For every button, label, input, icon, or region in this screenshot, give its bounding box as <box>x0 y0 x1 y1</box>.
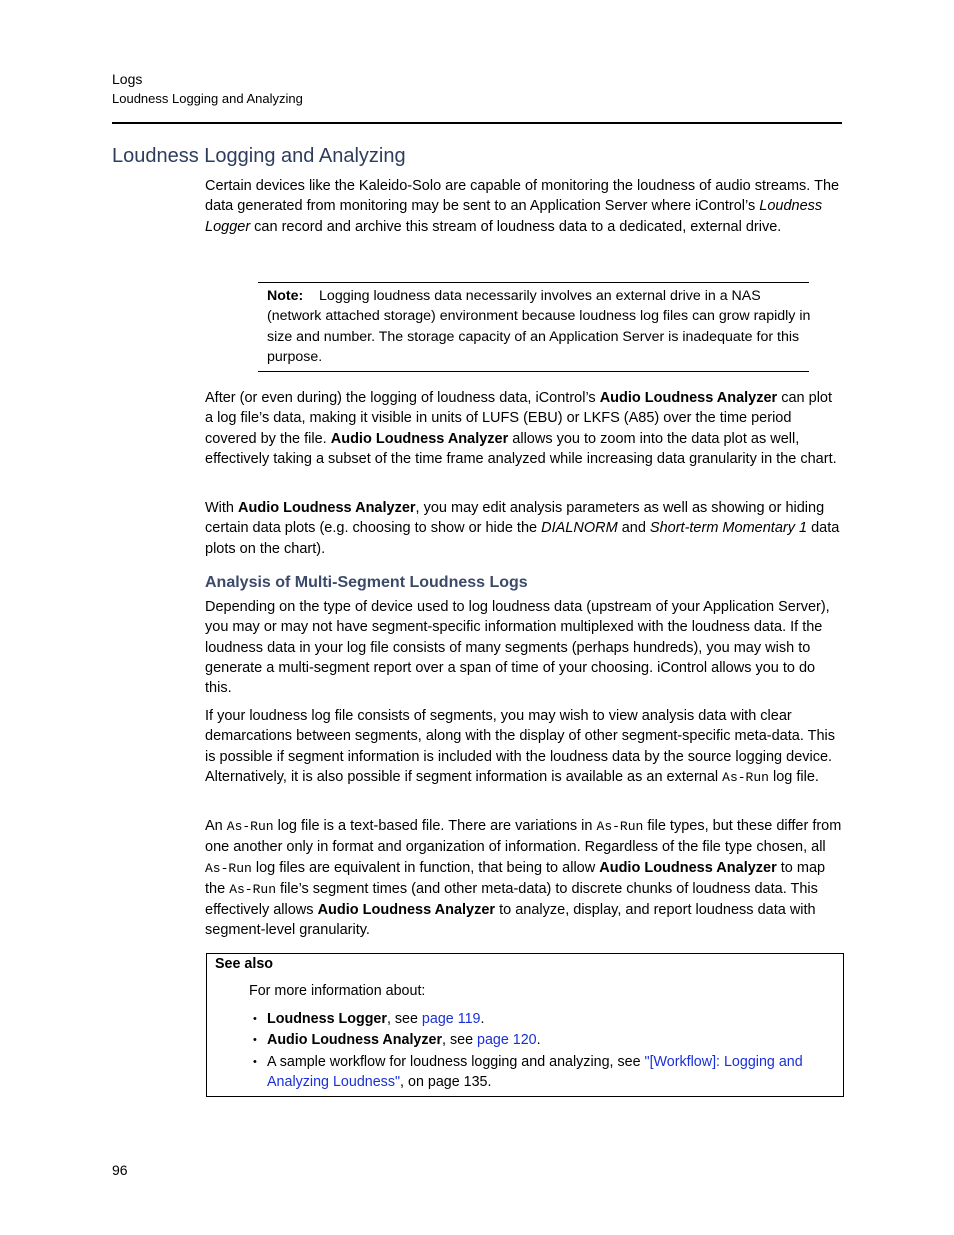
edit-parameters-paragraph: With Audio Loudness Analyzer, you may edit analysis parameters as well as showing or hiding certain data plots (e.g. choosing to show or hide the DIALNORM and Short-term Momentary 1 data plots on the chart). <box>205 500 840 557</box>
see-also-title: See also <box>215 956 274 972</box>
link-workflow-logging[interactable]: "[Workflow]: Logging and Analyzing Loudness" <box>267 1053 803 1090</box>
see-also-item: • Loudness Logger, see page 119. <box>249 1009 839 1029</box>
see-also-list <box>249 1009 839 1093</box>
intro-paragraph: Certain devices like the Kaleido-Solo are capable of monitoring the loudness of audio streams. The data generated from monitoring may be sent to an Application Server where iControl’s Loudness Logger can record and archive this stream of loudness data to a dedicated, external drive. <box>205 178 840 235</box>
see-also-item: • Audio Loudness Analyzer, see page 120. <box>249 1030 839 1050</box>
segments-paragraph: If your loudness log file consists of segments, you may wish to view analysis data with clear demarcations between segments, along with the display of other segment-specific meta-data. This is possible if segment information is included with the loudness data by the source logging device. Alternatively, it is also possible if segment information is available as an external As-Run log file. <box>205 708 836 785</box>
header-rule <box>112 122 842 124</box>
emphasis-loudness-logger: Loudness Logger <box>205 198 823 235</box>
note-box <box>258 282 809 372</box>
see-also-intro: For more information about: <box>249 983 426 999</box>
running-header-section: Loudness Logging and Analyzing <box>112 91 303 106</box>
page-number: 96 <box>112 1162 128 1178</box>
note-text: Logging loudness data necessarily involves an external drive in a NAS (network attached storage) environment because loudness log files can grow rapidly in size and number. The storage capacity of an Application Server is inadequate for this purpose. <box>267 288 811 365</box>
running-header-chapter: Logs <box>112 71 143 87</box>
analyzer-paragraph: After (or even during) the logging of loudness data, iControl’s Audio Loudness Analyzer can plot a log file’s data, making it visible in units of LUFS (EBU) or LKFS (A85) over the time period covered by the file. Audio Loudness Analyzer allows you to zoom into the data plot as well, effectively taking a subset of the time frame analyzed while increasing data granularity in the chart. <box>205 390 837 467</box>
see-also-box <box>206 953 844 1097</box>
link-page-120[interactable]: page 120 <box>477 1032 537 1049</box>
subsection-heading: Analysis of Multi-Segment Loudness Logs <box>205 574 528 591</box>
see-also-item: • A sample workflow for loudness logging and analyzing, see "[Workflow]: Logging and Analyzing Loudness", on page 135. <box>249 1052 839 1093</box>
as-run-paragraph: An As-Run log file is a text-based file. There are variations in As-Run file types, but these differ from one another only in format and organization of information. Regardless of the file type chosen, all As-Run log files are equivalent in function, that being to allow Audio Loudness Analyzer to map the As-Run file’s segment times (and other meta-data) to discrete chunks of loudness data. This effectively allows Audio Loudness Analyzer to analyze, display, and report loudness data with segment-level granularity. <box>205 818 842 939</box>
section-title: Loudness Logging and Analyzing <box>112 145 406 167</box>
link-page-119[interactable]: page 119 <box>421 1011 481 1027</box>
note-label: Note: <box>267 288 304 304</box>
multi-segment-paragraph: Depending on the type of device used to log loudness data (upstream of your Application Server), you may or may not have segment-specific information multiplexed with the loudness data. If the loudness data in your log file consists of many segments (perhaps hundreds), you may wish to generate a multi-segment report over a span of time of your choosing. iControl allows you to do this. <box>205 599 830 697</box>
